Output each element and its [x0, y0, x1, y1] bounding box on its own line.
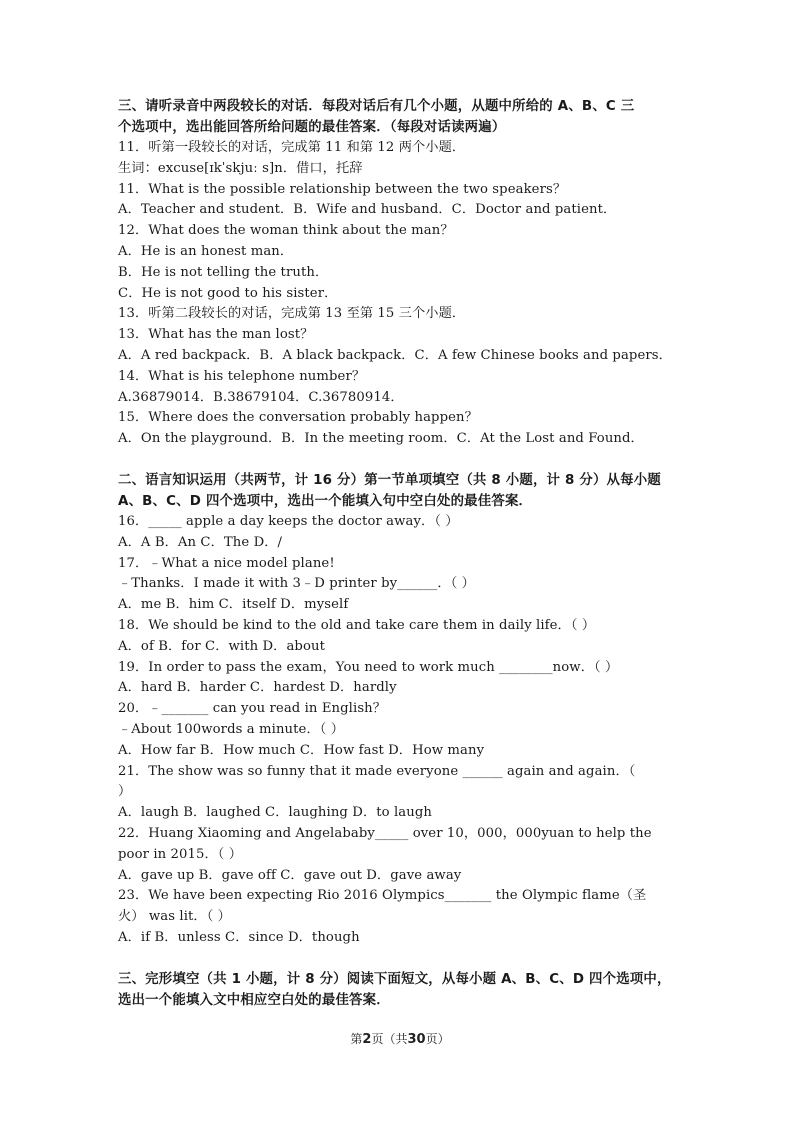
question-line: 18．We should be kind to the old and take care them in daily life．（ ）	[118, 617, 596, 633]
section-spacer	[118, 949, 690, 969]
options-line: A．A red backpack．B．A black backpack．C．A few Chinese books and papers．	[118, 347, 672, 363]
footer-page-number: 2	[362, 1032, 372, 1047]
question-line: ﹣About 100words a minute．（ ）	[118, 721, 345, 737]
question-line: ﹣Thanks．I made it with 3﹣D printer by______．（ ）	[118, 576, 475, 592]
options-line: A．if B．unless C．since D．though	[118, 929, 360, 945]
footer-middle: 页（共	[371, 1032, 408, 1046]
question-line: 16．_____ apple a day keeps the doctor away．（ ）	[118, 513, 459, 529]
text-line: 11．听第一段较长的对话，完成第 11 和第 12 两个小题．	[118, 140, 466, 155]
options-line: C．He is not good to his sister．	[118, 285, 338, 301]
options-line: A．He is an honest man．	[118, 243, 294, 259]
question-line: 11．What is the possible relationship between the two speakers？	[118, 181, 567, 197]
question-line: 12．What does the woman think about the man？	[118, 223, 454, 239]
options-line: A.36879014．B.38679104．C.36780914．	[118, 389, 404, 405]
options-line: A．gave up B．gave off C．gave out D．gave away	[118, 867, 462, 883]
options-line: A．A B．An C．The D．/	[118, 534, 283, 550]
text-line: 13．听第二段较长的对话，完成第 13 至第 15 三个小题．	[118, 306, 466, 322]
footer-prefix: 第	[350, 1032, 363, 1046]
options-line: A．of B．for C．with D．about	[118, 638, 325, 654]
question-line: 17．﹣What a nice model plane!	[118, 555, 335, 571]
question-line: 21．The show was so funny that it made everyone ______ again and again．（	[118, 763, 636, 779]
footer-suffix: 页）	[425, 1032, 450, 1046]
question-line: 19．In order to pass the exam，You need to work much ________now．（ ）	[118, 659, 619, 675]
options-line: A．On the playground．B．In the meeting room．C．At the Lost and Found．	[118, 431, 644, 447]
page-footer	[0, 1030, 800, 1047]
section-heading: 三、完形填空（共 1 小题，计 8 分）阅读下面短文，从每小题 A、B、C、D 四个选项中，	[118, 971, 671, 987]
options-line: A．me B．him C．itself D．myself	[118, 597, 349, 613]
question-line: 火） was lit．（ ）	[118, 909, 231, 925]
options-line: A．How far B．How much C．How fast D．How many	[118, 742, 485, 758]
text-line: 生词：excuse[ɪkˈskjuː s]n．借口，托辞	[118, 160, 363, 176]
question-line: 23．We have been expecting Rio 2016 Olympics_______ the Olympic flame（圣	[118, 888, 647, 904]
question-line: 13．What has the man lost？	[118, 327, 314, 343]
question-line: 14．What is his telephone number？	[118, 368, 366, 384]
options-line: A．hard B．harder C．hardest D．hardly	[118, 680, 397, 696]
section-heading: 选出一个能填入文中相应空白处的最佳答案．	[118, 992, 390, 1008]
options-line: B．He is not telling the truth．	[118, 264, 329, 280]
section-language-knowledge	[118, 470, 690, 949]
section-listening	[118, 96, 690, 450]
footer-total-pages: 30	[407, 1032, 426, 1047]
section-spacer	[118, 450, 690, 470]
section-heading: 个选项中，选出能回答所给问题的最佳答案．（每段对话读两遍）	[118, 120, 506, 135]
section-cloze	[118, 969, 690, 1011]
section-heading: 二、语言知识运用（共两节，计 16 分）第一节单项填空（共 8 小题，计 8 分）从每小题	[118, 472, 661, 488]
section-heading: 三、请听录音中两段较长的对话．每段对话后有几个小题，从题中所给的 A、B、C 三	[118, 99, 635, 114]
question-line: 15．Where does the conversation probably happen？	[118, 410, 478, 426]
question-line: poor in 2015．（ ）	[118, 846, 243, 862]
page-content	[118, 96, 690, 1011]
options-line: A．laugh B．laughed C．laughing D．to laugh	[118, 805, 432, 821]
options-line: A．Teacher and student．B．Wife and husband．C．Doctor and patient．	[118, 202, 617, 218]
question-line: 20．﹣_______ can you read in English？	[118, 701, 387, 717]
section-heading: A、B、C、D 四个选项中，选出一个能填入句中空白处的最佳答案．	[118, 493, 533, 509]
question-line: 22．Huang Xiaoming and Angelababy_____ over 10，000，000yuan to help the	[118, 825, 652, 841]
question-line: ）	[118, 784, 132, 800]
